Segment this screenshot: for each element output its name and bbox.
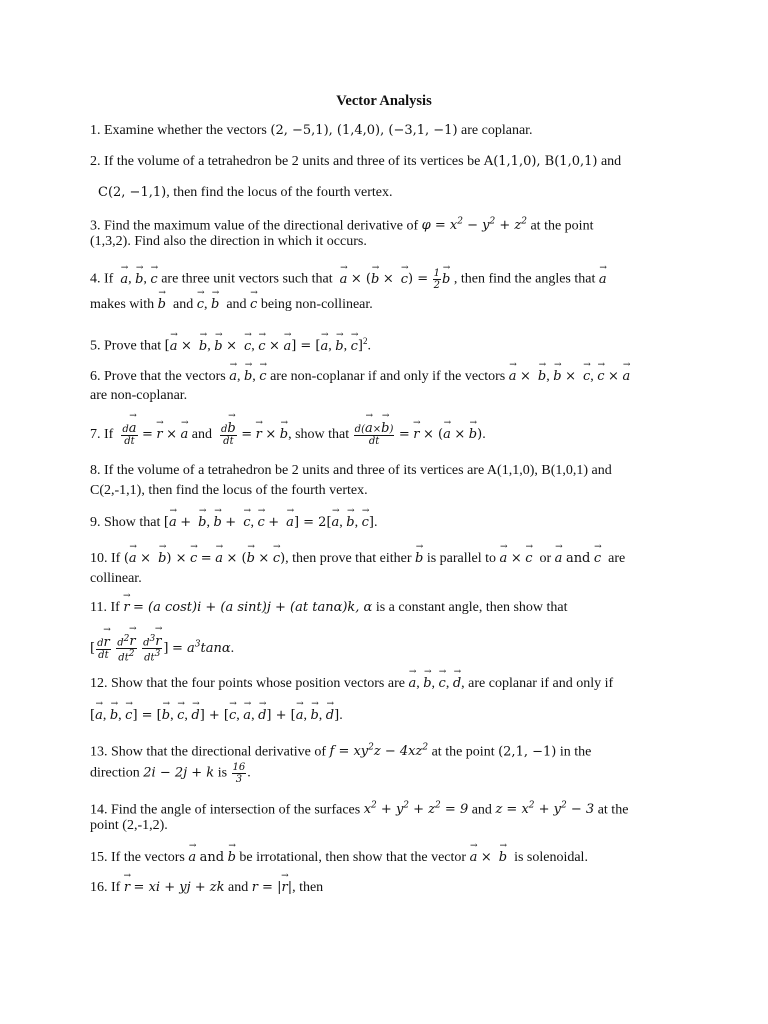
- problem-2-continuation: C(2, −1,1), then find the locus of the fourth vertex.: [98, 185, 393, 200]
- problem-15: 15. If the vectors → a and → b be irrotational, then show that the vector → a × → b is solenoidal.: [90, 848, 680, 868]
- page-title: Vector Analysis: [336, 93, 432, 109]
- problem-11-continuation: [ $\frac{d\to r}{dt}$ $\frac{d2\to r}{dt2}$ $\frac{d3\to r}{dt3}$ ] = $a^3\tan\alpha$.: [90, 634, 234, 664]
- problem-9: 9. Show that [→ a + → b, → b + → c, → c + → a] = 2[→ a, → b, → c].: [90, 513, 680, 533]
- problem-4-continuation: makes with → b and → c, → b and → c being non-collinear.: [90, 295, 373, 315]
- problem-16: 16. If → r = xi + yj + zk and r = |→ r|, then: [90, 878, 680, 898]
- problem-2: 2. If the volume of a tetrahedron be 2 units and three of its vertices be A(1,1,0), B(1,0,1) and: [90, 154, 622, 169]
- problem-3: 3. Find the maximum value of the directional derivative of $\varphi = x^2 - y^2 + z^2$ at the point: [90, 217, 594, 234]
- problem-5: 5. Prove that [→ a × → b, → b × → c, → c × → a] = [→ a, → b, → c]$^2$.: [90, 331, 680, 357]
- problem-6: 6. Prove that the vectors → a, → b, → c are non-coplanar if and only if the vectors → a × → b, → b × → c, → c × → a: [90, 367, 680, 387]
- problem-8-continuation: C(2,-1,1), then find the locus of the fourth vertex.: [90, 483, 368, 498]
- problem-8: 8. If the volume of a tetrahedron be 2 units and three of its vertices are A(1,1,0), B(1,0,1) and: [90, 463, 612, 478]
- problem-13-continuation: direction 2i − 2j + k is $\frac{16}{3}$ .: [90, 762, 251, 785]
- problem-1: 1. Examine whether the vectors (2, −5,1), (1,4,0), (−3,1, −1) are coplanar.: [90, 123, 533, 138]
- problem-10: 10. If (→ a × → b) × → c = → a × (→ b × → c), then prove that either → b is parallel to → a × → c or → a and → c are: [90, 549, 680, 569]
- problem-4: 4. If → a, → b, → c are three unit vectors such that → a × (→ b × → c) = $\frac{1}{2}$ → b , then find the angles that → a: [90, 268, 680, 291]
- problem-12: 12. Show that the four points whose position vectors are → a, → b, → c, → d, are coplanar if and only if: [90, 674, 680, 694]
- problem-11: 11. If → r = (a cost)i + (a sint)j + (at tanα)k, α is a constant angle, then show that: [90, 598, 680, 618]
- problem-12-continuation: [→ a, → b, → c] = [→ b, → c, → d] + [→ c, → a, → d] + [→ a, → b, → d].: [90, 706, 343, 726]
- problem-14: 14. Find the angle of intersection of the surfaces $x^2 + y^2 + z^2 = 9$ and $z = x^2 + y^2 - 3$ at the: [90, 801, 629, 818]
- problem-13: 13. Show that the directional derivative of $f = xy^2z - 4xz^2$ at the point (2,1, −1) in the: [90, 743, 592, 760]
- problem-10-continuation: collinear.: [90, 571, 142, 586]
- problem-14-continuation: point (2,-1,2).: [90, 818, 168, 833]
- problem-7: 7. If $\frac{d\to a}{dt}$ = → r × → a and $\frac{d\to b}{dt}$ = → r × → b, show that $\frac{d(\to a\times\to b)}{dt}$ = → r × (→ a × → b).: [90, 423, 680, 447]
- problem-3-continuation: (1,3,2). Find also the direction in which it occurs.: [90, 234, 367, 249]
- problem-6-continuation: are non-coplanar.: [90, 388, 188, 403]
